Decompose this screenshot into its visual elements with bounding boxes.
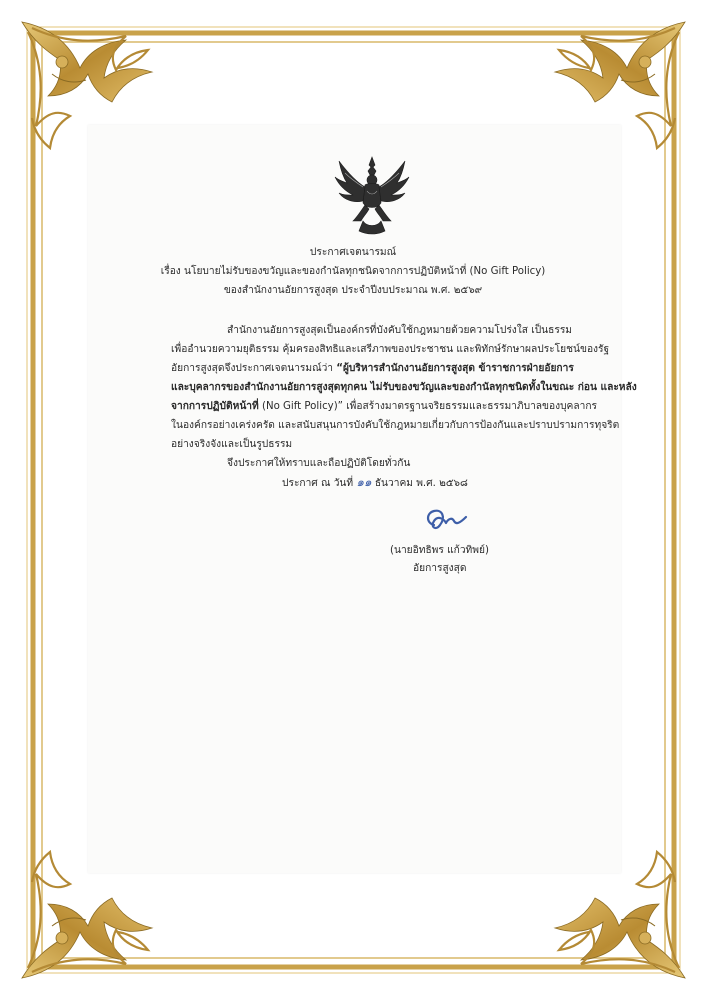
signatory-name: (นายอิทธิพร แก้วทิพย์) (390, 545, 489, 556)
date-prefix: ประกาศ ณ วันที่ (282, 478, 354, 489)
body-line-5 (171, 400, 597, 413)
body-line-2: เพื่ออำนวยความยุติธรรม คุ้มครองสิทธิและเสรีภาพของประชาชน และพิทักษ์รักษาผลประโยชน์ของรัฐ (171, 344, 610, 355)
closing-line: จึงประกาศให้ทราบและถือปฏิบัติโดยทั่วกัน (227, 458, 411, 469)
subject-line: เรื่อง นโยบายไม่รับของขวัญและของกำนัลทุกชนิดจากการปฏิบัติหน้าที่ (No Gift Policy) (160, 266, 546, 277)
date-line (282, 476, 468, 490)
body-line-7: อย่างจริงจังและเป็นรูปธรรม (171, 439, 293, 450)
garuda-emblem-icon (333, 155, 411, 235)
body-line-3 (171, 362, 574, 375)
date-day-handwritten: ๑๑ (356, 475, 372, 489)
body-line-1: สำนักงานอัยการสูงสุดเป็นองค์กรที่บังคับใช้กฎหมายด้วยความโปร่งใส เป็นธรรม (227, 325, 573, 336)
signatory-position: อัยการสูงสุด (413, 563, 467, 574)
subject-line-2: ของสำนักงานอัยการสูงสุด ประจำปีงบประมาณ พ.ศ. ๒๕๖๙ (223, 285, 483, 296)
date-month-year: ธันวาคม พ.ศ. ๒๕๖๘ (374, 478, 468, 489)
handwritten-signature-icon (420, 505, 470, 535)
body-line-6: ในองค์กรอย่างเคร่งครัด และสนับสนุนการบังคับใช้กฎหมายเกี่ยวกับการป้องกันและปราบปรามการทุจริต (171, 420, 620, 431)
body-line-5-plain: (No Gift Policy)” เพื่อสร้างมาตรฐานจริยธรรมและธรรมาภิบาลของบุคลากร (258, 401, 597, 412)
body-line-4: และบุคลากรของสำนักงานอัยการสูงสุดทุกคน ไม่รับของขวัญและของกำนัลทุกชนิดทั้งในขณะ ก่อน และหลัง (171, 382, 637, 393)
body-line-3-plain: อัยการสูงสุดจึงประกาศเจตนารมณ์ว่า (171, 363, 337, 374)
body-line-5-bold: จากการปฏิบัติหน้าที่ (171, 401, 259, 412)
body-line-3-bold: “ผู้บริหารสำนักงานอัยการสูงสุด ข้าราชการฝ่ายอัยการ (336, 363, 574, 374)
document-paper (88, 125, 621, 873)
document-title: ประกาศเจตนารมณ์ (309, 247, 397, 258)
